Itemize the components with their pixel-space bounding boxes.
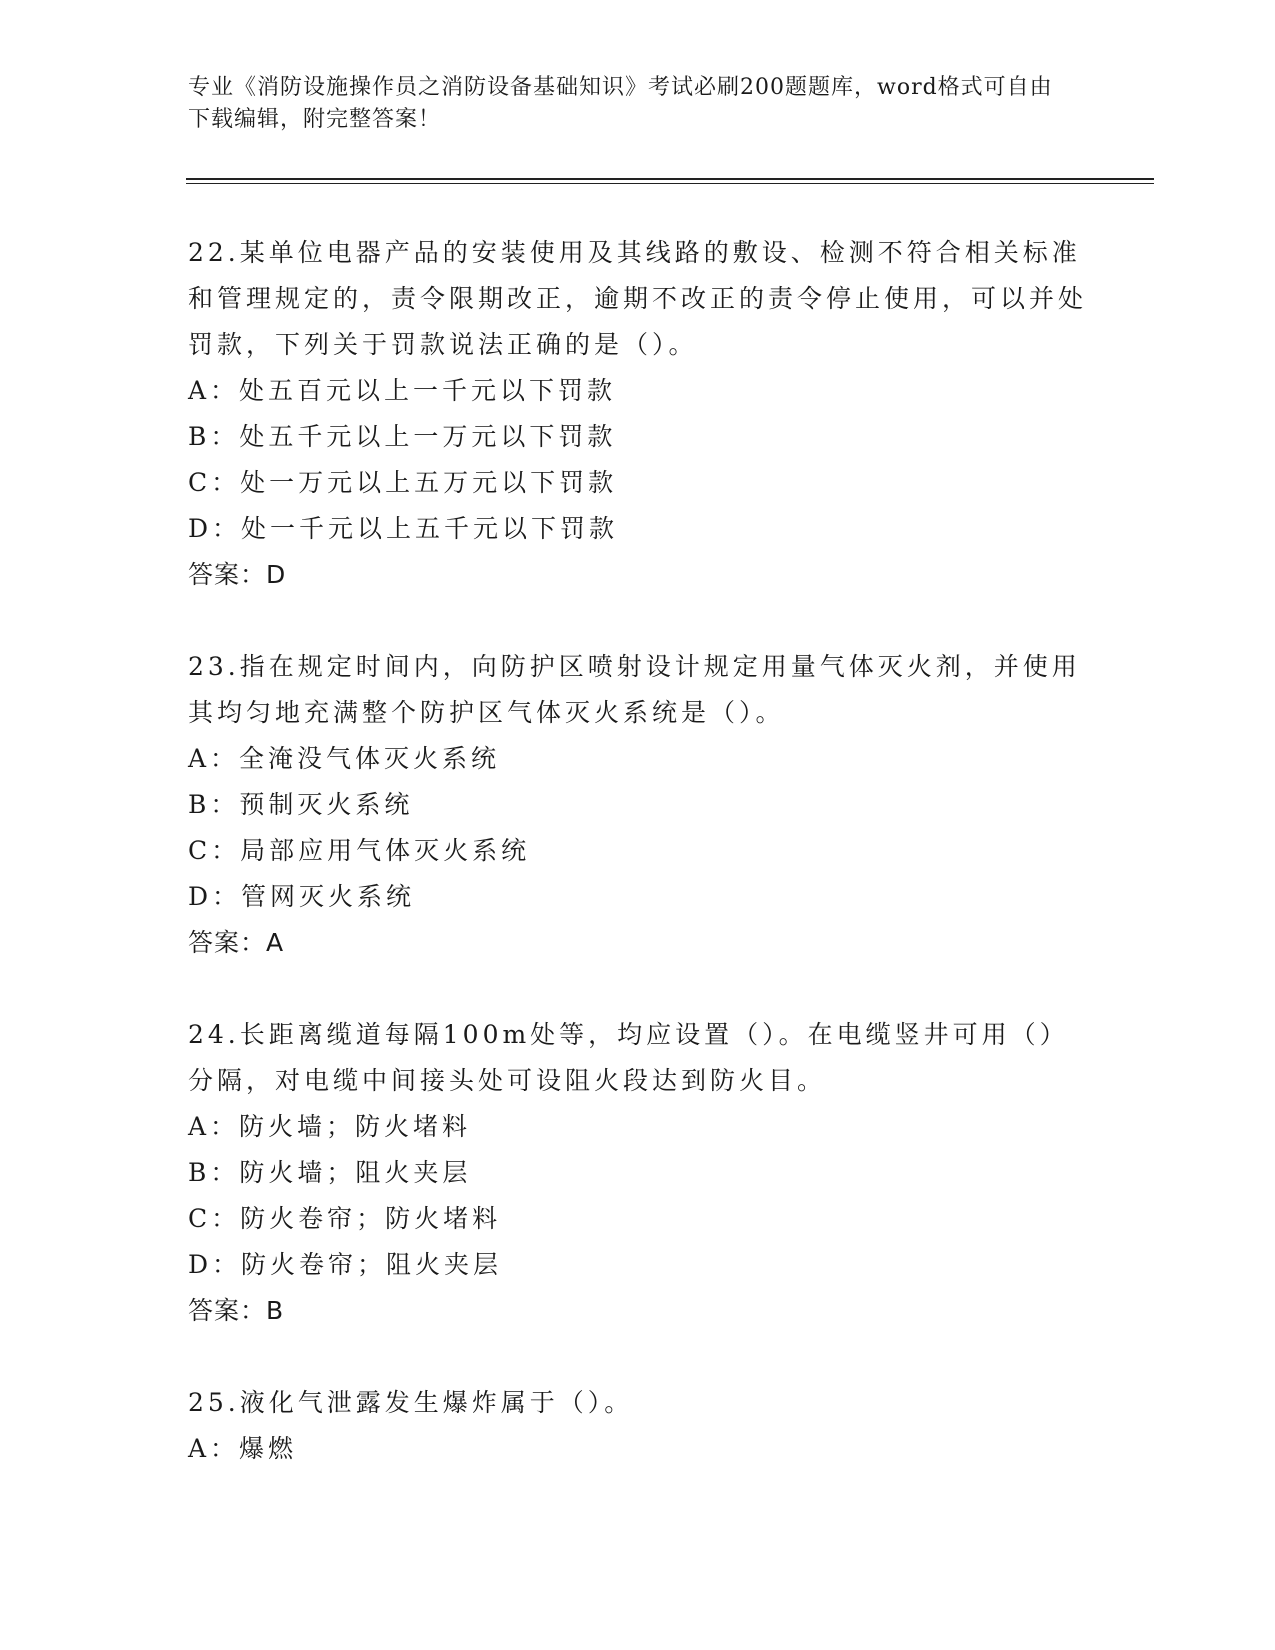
question-25 (188, 1380, 1088, 1472)
option-d: D：管网灭火系统 (188, 882, 416, 911)
question-23 (188, 644, 1088, 966)
question-22 (188, 230, 1088, 598)
answer-line: 答案：A (188, 928, 285, 957)
question-stem: 22.某单位电器产品的安装使用及其线路的敷设、检测不符合相关标准和管理规定的，责令限期改正，逾期不改正的责令停止使用，可以并处罚款，下列关于罚款说法正确的是（）。 (188, 238, 1088, 359)
option-a: A：爆燃 (188, 1434, 298, 1463)
answer-line: 答案：B (188, 1296, 285, 1325)
option-c: C：防火卷帘；防火堵料 (188, 1204, 502, 1233)
question-stem: 23.指在规定时间内，向防护区喷射设计规定用量气体灭火剂，并使用其均匀地充满整个防护区气体灭火系统是（）。 (188, 652, 1081, 727)
option-a: A：处五百元以上一千元以下罚款 (188, 376, 617, 405)
option-b: B：预制灭火系统 (188, 790, 414, 819)
header-title: 专业《消防设施操作员之消防设备基础知识》考试必刷200题题库，word格式可自由下载编辑，附完整答案！ (188, 75, 1053, 132)
header-divider-secondary (186, 183, 1154, 184)
option-c: C：处一万元以上五万元以下罚款 (188, 468, 618, 497)
question-stem: 24.长距离缆道每隔100m处等，均应设置（）。在电缆竖井可用（）分隔，对电缆中间接头处可设阻火段达到防火目。 (188, 1020, 1069, 1095)
option-b: B：防火墙；阻火夹层 (188, 1158, 472, 1187)
question-list (188, 230, 1088, 1518)
option-b: B：处五千元以上一万元以下罚款 (188, 422, 617, 451)
answer-line: 答案：D (188, 560, 287, 589)
option-a: A：全淹没气体灭火系统 (188, 744, 501, 773)
question-24 (188, 1012, 1088, 1334)
document-header (188, 72, 1068, 136)
option-c: C：局部应用气体灭火系统 (188, 836, 531, 865)
question-stem: 25.液化气泄露发生爆炸属于（）。 (188, 1388, 634, 1417)
header-divider (186, 178, 1154, 180)
option-a: A：防火墙；防火堵料 (188, 1112, 472, 1141)
option-d: D：防火卷帘；阻火夹层 (188, 1250, 503, 1279)
option-d: D：处一千元以上五千元以下罚款 (188, 514, 619, 543)
